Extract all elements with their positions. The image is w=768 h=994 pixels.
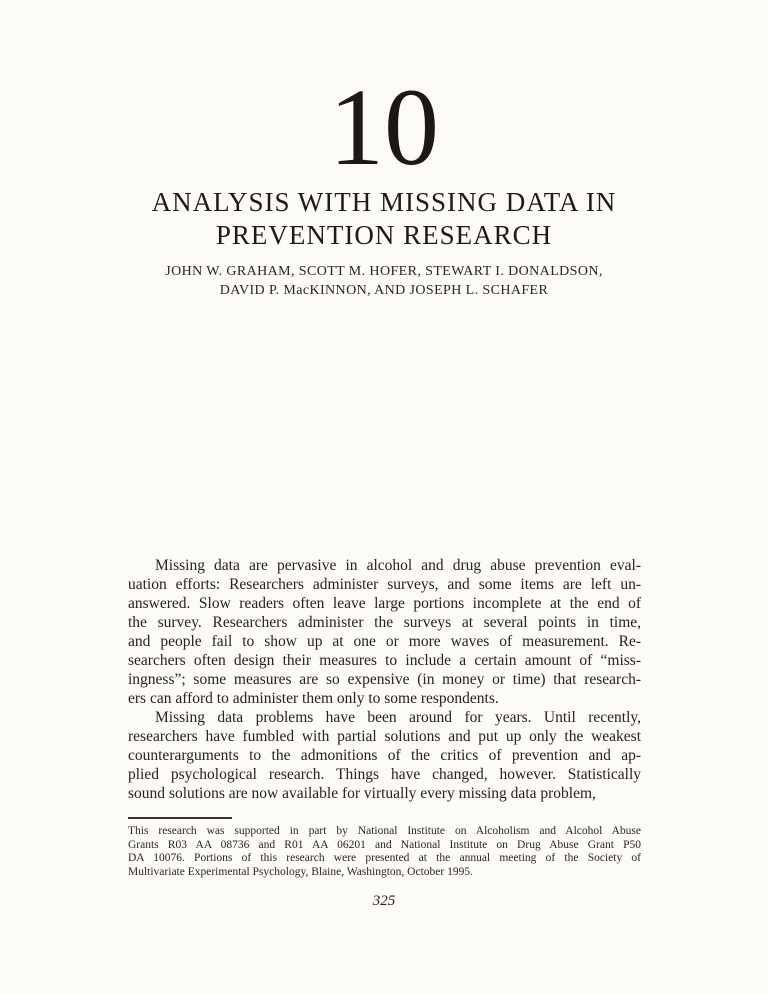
author-byline xyxy=(0,262,768,300)
text-line: ingness”; some measures are so expensive (in money or time) that research- xyxy=(128,671,641,688)
paragraph xyxy=(128,708,641,803)
footnote-line: Grants R03 AA 08736 and R01 AA 06201 and National Institute on Drug Abuse Grant P50 xyxy=(128,838,641,851)
text-line: ers can afford to administer them only to some respondents. xyxy=(128,690,499,707)
body-text xyxy=(128,556,641,803)
footnote xyxy=(128,825,641,879)
footnote-line: DA 10076. Portions of this research were presented at the annual meeting of the Society of xyxy=(128,852,641,864)
text-line: Missing data are pervasive in alcohol and drug abuse prevention eval- xyxy=(155,557,641,574)
chapter-number: 10 xyxy=(329,66,439,188)
author-line-1: JOHN W. GRAHAM, SCOTT M. HOFER, STEWART I. DONALDSON, xyxy=(165,264,603,279)
chapter-title xyxy=(0,186,768,252)
paragraph xyxy=(128,556,641,708)
text-line: the survey. Researchers administer the surveys at several points in time, xyxy=(128,614,641,631)
text-line: sound solutions are now available for virtually every missing data problem, xyxy=(128,785,596,802)
text-line: answered. Slow readers often leave large portions incomplete at the end of xyxy=(128,595,641,612)
text-line: uation efforts: Researchers administer surveys, and some items are left un- xyxy=(128,576,641,593)
footnote-line: Multivariate Experimental Psychology, Blaine, Washington, October 1995. xyxy=(128,865,473,878)
text-line: searchers often design their measures to include a certain amount of “miss- xyxy=(128,652,641,669)
text-line: researchers have fumbled with partial solutions and put up only the weakest xyxy=(128,728,641,745)
author-line-2: DAVID P. MacKINNON, AND JOSEPH L. SCHAFER xyxy=(219,283,549,298)
footnote-rule xyxy=(128,817,232,819)
text-line: plied psychological research. Things have changed, however. Statistically xyxy=(128,766,641,783)
text-line: counterarguments to the admonitions of the critics of prevention and ap- xyxy=(128,747,641,764)
text-line: and people fail to show up at one or more waves of measurement. Re- xyxy=(128,633,641,650)
text-line: Missing data problems have been around for years. Until recently, xyxy=(155,709,641,726)
footnote-line: This research was supported in part by National Institute on Alcoholism and Alcohol Abuse xyxy=(128,825,641,837)
chapter-title-line-2: PREVENTION RESEARCH xyxy=(215,220,553,250)
page-number: 325 xyxy=(372,893,396,909)
chapter-title-line-1: ANALYSIS WITH MISSING DATA IN xyxy=(151,187,617,217)
